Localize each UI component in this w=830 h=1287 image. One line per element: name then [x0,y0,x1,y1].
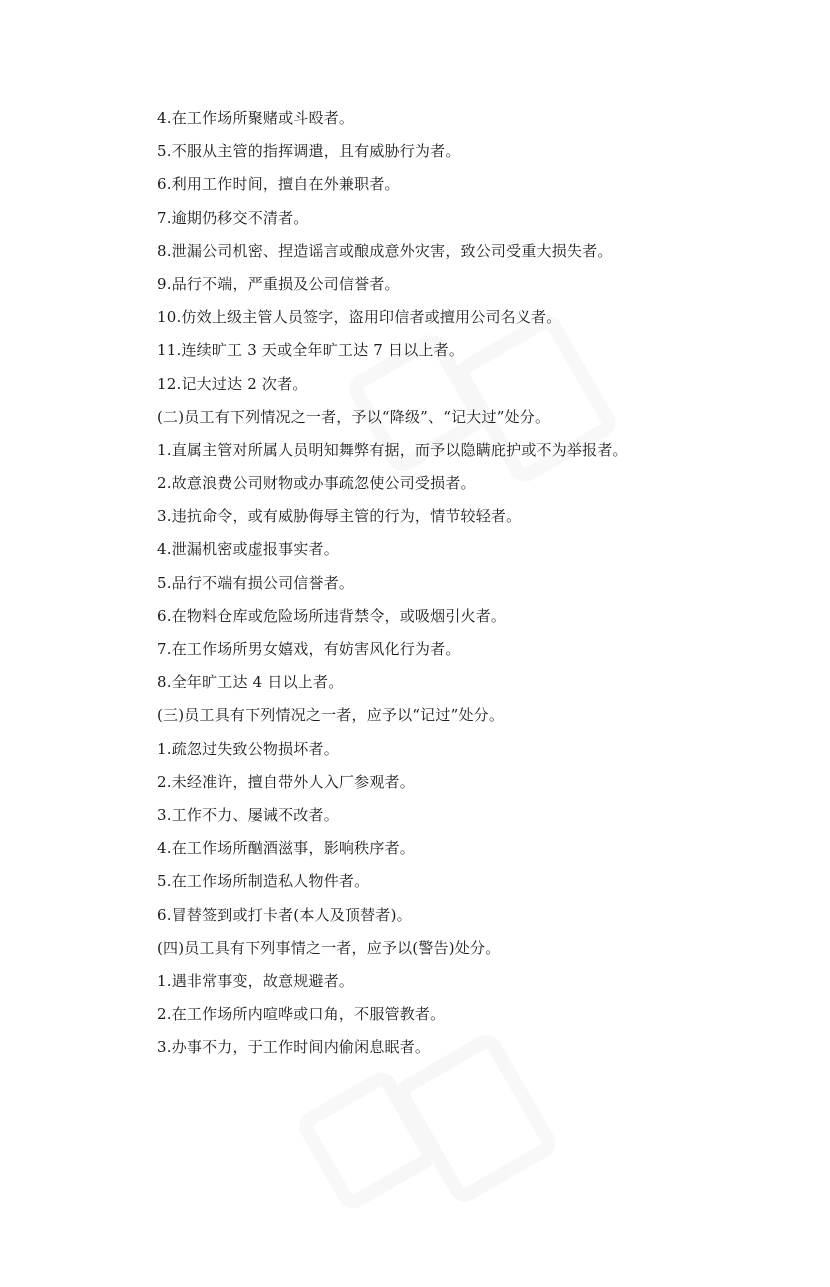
text-line: 7.逾期仍移交不清者。 [157,208,309,227]
document-body [157,103,717,1065]
text-line: 3.违抗命令，或有威胁侮辱主管的行为，情节较轻者。 [157,507,522,526]
section-heading: (三)员工具有下列情况之一者，应予以“记过”处分。 [157,706,505,725]
text-line: 4.泄漏机密或虚报事实者。 [157,540,339,559]
text-line: 5.不服从主管的指挥调遣，且有威胁行为者。 [157,142,461,161]
text-line: 1.遇非常事变，故意规避者。 [157,971,355,990]
text-line: 8.泄漏公司机密、捏造谣言或酿成意外灾害，致公司受重大损失者。 [157,241,613,260]
text-line: 6.在物料仓库或危险场所违背禁令，或吸烟引火者。 [157,606,507,625]
text-line: 11.连续旷工 3 天或全年旷工达 7 日以上者。 [157,341,465,360]
text-line: 1.直属主管对所属人员明知舞弊有据，而予以隐瞒庇护或不为举报者。 [157,440,628,459]
text-line: 7.在工作场所男女嬉戏，有妨害风化行为者。 [157,640,461,658]
text-line: 3.工作不力、屡诫不改者。 [157,805,339,824]
text-line: 2.未经准许，擅自带外人入厂参观者。 [157,772,415,791]
text-line: 6.利用工作时间，擅自在外兼职者。 [157,175,400,194]
section-heading: (二)员工有下列情况之一者，予以“降级”、“记大过”处分。 [157,407,551,426]
text-line: 5.在工作场所制造私人物件者。 [157,872,370,891]
text-line: 4.在工作场所酗酒滋事，影响秩序者。 [157,839,415,858]
section-heading: (四)员工具有下列事情之一者，应予以(警告)处分。 [157,938,501,957]
text-line: 4.在工作场所聚赌或斗殴者。 [157,109,355,127]
text-line: 2.故意浪费公司财物或办事疏忽使公司受损者。 [157,474,476,493]
text-line: 10.仿效上级主管人员签字，盗用印信者或擅用公司名义者。 [157,308,562,327]
text-line: 2.在工作场所内喧哗或口角，不服管教者。 [157,1005,446,1024]
text-line: 12.记大过达 2 次者。 [157,374,308,393]
text-line: 8.全年旷工达 4 日以上者。 [157,673,344,692]
text-line: 9.品行不端，严重损及公司信誉者。 [157,274,400,293]
text-line: 5.品行不端有损公司信誉者。 [157,573,355,592]
text-line: 6.冒替签到或打卡者(本人及顶替者)。 [157,905,412,924]
text-line: 1.疏忽过失致公物损坏者。 [157,739,339,758]
text-line: 3.办事不力，于工作时间内偷闲息眠者。 [157,1038,431,1057]
